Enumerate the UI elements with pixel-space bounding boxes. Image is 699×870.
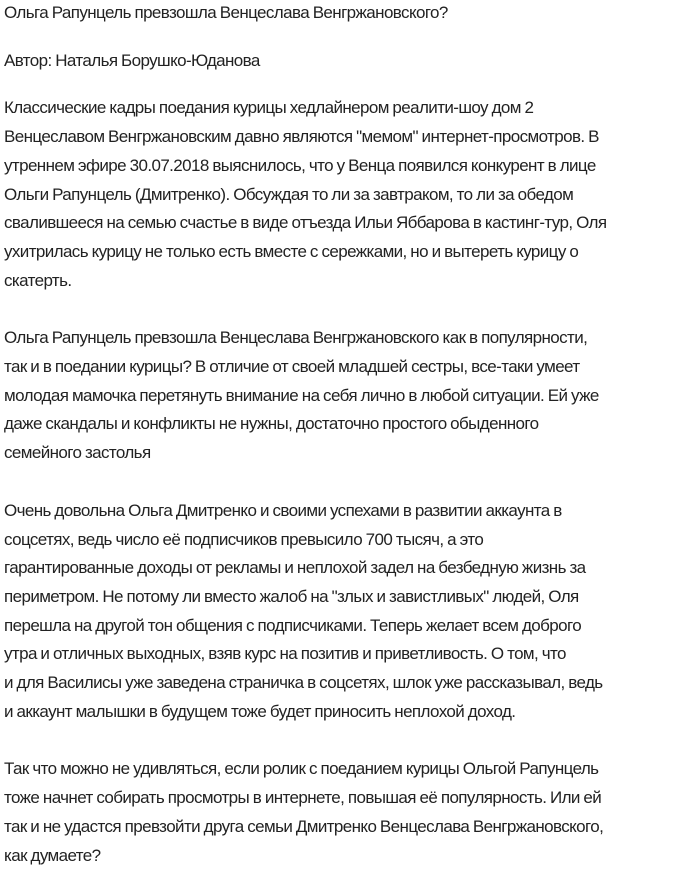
spacer [4, 28, 699, 47]
paragraph-line: Венцеславом Венгржановским давно являются "мемом" интернет-просмотров. В [4, 127, 599, 147]
paragraph-line: и для Василисы уже заведена страничка в соцсетях, шлок уже рассказывал, ведь [4, 673, 603, 693]
paragraph-line: тоже начнет собирать просмотры в интернете, повышая её популярность. Или ей [4, 788, 602, 808]
paragraph-line: как думаете? [4, 845, 101, 865]
paragraph-line: так и не удастся превзойти друга семьи Дмитренко Венцеслава Венгржановского, [4, 816, 604, 836]
paragraph-line: Так что можно не удивляться, если ролик с поеданием курицы Ольгой Рапунцель [4, 759, 599, 779]
paragraph-3 [4, 497, 699, 727]
paragraph-line: семейного застолья [4, 443, 151, 463]
paragraph-line: перешла на другой тон общения с подписчиками. Теперь желает всем доброго [4, 615, 582, 635]
paragraph-line: соцсетях, ведь число её подписчиков превысило 700 тысяч, а это [4, 529, 484, 549]
paragraph-line: даже скандалы и конфликты не нужны, достаточно простого обыденного [4, 414, 539, 434]
paragraph-line: молодая мамочка перетянуть внимание на себя лично в любой ситуации. Ей уже [4, 385, 599, 405]
article-title: Ольга Рапунцель превзошла Венцеслава Венгржановского? [4, 3, 448, 22]
paragraph-line: скатерть. [4, 270, 72, 290]
article-author: Автор: Наталья Борушко-Юданова [4, 50, 260, 70]
paragraph-1 [4, 94, 699, 295]
spacer [4, 726, 699, 755]
paragraph-line: ухитрилась курицу не только есть вместе с сережками, но и вытереть курицу о [4, 241, 579, 261]
paragraph-line: утреннем эфире 30.07.2018 выяснилось, что у Венца появился конкурент в лице [4, 155, 596, 175]
paragraph-line: и аккаунт малышки в будущем тоже будет приносить неплохой доход. [4, 701, 516, 721]
paragraph-line: утра и отличных выходных, взяв курс на позитив и приветливость. О том, что [4, 644, 566, 664]
paragraph-2 [4, 324, 699, 468]
paragraph-line: Ольга Рапунцель превзошла Венцеслава Венгржановского как в популярности, [4, 328, 588, 348]
spacer [4, 295, 699, 324]
spacer [4, 468, 699, 497]
paragraph-line: Очень довольна Ольга Дмитренко и своими успехами в развитии аккаунта в [4, 500, 562, 520]
paragraph-line: так и в поедании курицы? В отличие от своей младшей сестры, все-таки умеет [4, 357, 580, 377]
paragraph-line: Ольги Рапунцель (Дмитренко). Обсуждая то ли за завтраком, то ли за обедом [4, 184, 574, 204]
spacer [4, 75, 699, 94]
paragraph-line: свалившееся на семью счастье в виде отъезда Ильи Яббарова в кастинг-тур, Оля [4, 213, 607, 233]
paragraph-4 [4, 755, 699, 870]
paragraph-line: Классические кадры поедания курицы хедлайнером реалити-шоу дом 2 [4, 98, 534, 118]
paragraph-line: периметром. Не потому ли вместо жалоб на "злых и завистливых" людей, Оля [4, 586, 579, 606]
paragraph-line: гарантированные доходы от рекламы и неплохой задел на безбедную жизнь за [4, 558, 586, 578]
